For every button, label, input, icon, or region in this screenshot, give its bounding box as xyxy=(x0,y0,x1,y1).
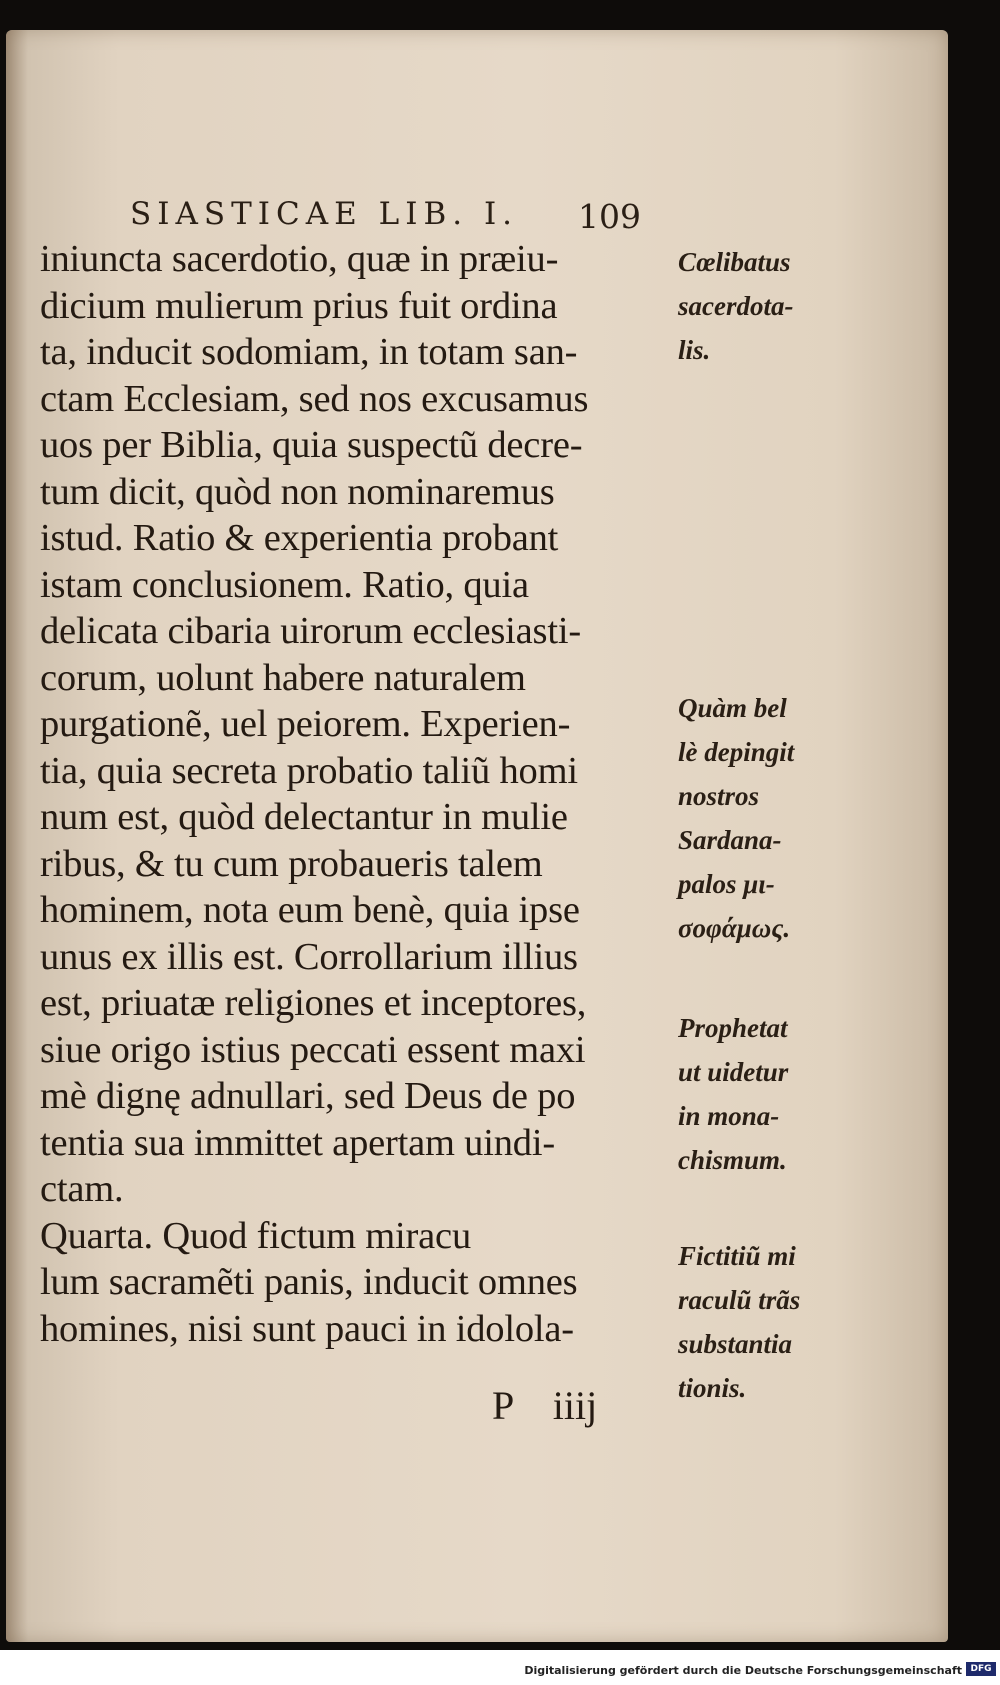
margin-note-line: Prophetat xyxy=(678,1013,788,1043)
margin-note-line: raculũ trãs xyxy=(678,1285,801,1315)
text-line: ribus, & tu cum probaueris talem xyxy=(40,842,543,885)
margin-note-sardanapalos xyxy=(678,686,794,950)
text-line: unus ex illis est. Corrollarium illius xyxy=(40,935,578,978)
margin-note-line: sacerdota- xyxy=(678,291,794,321)
text-line: ta, inducit sodomiam, in totam san- xyxy=(40,331,578,373)
text-line: hominem, nota eum benè, quia ipse xyxy=(40,889,580,931)
margin-note-line: Fictitiũ mi xyxy=(678,1241,796,1271)
margin-note-prophetat xyxy=(678,1006,788,1182)
running-head: SIASTICAE LIB. I. xyxy=(130,196,519,232)
margin-note-line: nostros xyxy=(678,781,760,811)
margin-note-fictitium xyxy=(678,1234,800,1410)
body-text xyxy=(40,236,680,1352)
text-line: purgationẽ, uel peiorem. Experien- xyxy=(40,703,571,745)
margin-note-line: Cœlibatus xyxy=(678,247,791,277)
margin-note-line: Sardana- xyxy=(678,825,782,855)
text-line: tia, quia secreta probatio taliũ homi xyxy=(40,749,578,792)
text-line: uos per Biblia, quia suspectũ decre- xyxy=(40,424,583,466)
margin-note-coelibatus xyxy=(678,240,793,372)
margin-note-line: chismum. xyxy=(678,1145,787,1175)
margin-note-line: tionis. xyxy=(678,1373,747,1403)
margin-note-line: in mona- xyxy=(678,1101,780,1131)
text-line: siue origo istius peccati essent maxi xyxy=(40,1028,586,1071)
margin-note-line: palos μι- xyxy=(678,869,775,899)
page-spine-shadow xyxy=(6,30,28,1642)
margin-note-line: substantia xyxy=(678,1329,793,1359)
signature-mark: P iiij xyxy=(492,1383,598,1428)
text-line: dicium mulierum prius fuit ordina xyxy=(40,284,558,327)
text-line: Quarta. Quod fictum miracu xyxy=(40,1214,471,1257)
text-line: tentia sua immittet apertam uindi- xyxy=(40,1121,555,1164)
margin-note-line: ut uidetur xyxy=(678,1057,789,1087)
text-line: istam conclusionem. Ratio, quia xyxy=(40,563,529,606)
text-line: tum dicit, quòd non nominaremus xyxy=(40,470,555,513)
text-line: ctam. xyxy=(40,1168,124,1210)
text-line: istud. Ratio & experientia probant xyxy=(40,517,559,559)
dfg-logo-icon: DFG xyxy=(966,1662,996,1676)
margin-note-line: Quàm bel xyxy=(678,693,787,723)
margin-note-line: lè depingit xyxy=(678,737,795,767)
footer-credit: Digitalisierung gefördert durch die Deutsche Forschungsgemeinschaft xyxy=(524,1664,962,1677)
margin-note-line: σοφάμως. xyxy=(678,913,791,943)
text-line: lum sacramẽti panis, inducit omnes xyxy=(40,1261,578,1303)
text-line: homines, nisi sunt pauci in idolola- xyxy=(40,1307,574,1350)
text-line: ctam Ecclesiam, sed nos excusamus xyxy=(40,377,589,420)
margin-note-line: lis. xyxy=(678,335,711,365)
text-line: est, priuatæ religiones et inceptores, xyxy=(40,982,587,1024)
page-number: 109 xyxy=(578,197,641,236)
text-line: iniuncta sacerdotio, quæ in præiu- xyxy=(40,238,559,280)
text-line: num est, quòd delectantur in mulie xyxy=(40,796,568,838)
text-line: delicata cibaria uirorum ecclesiasti- xyxy=(40,610,581,652)
text-line: corum, uolunt habere naturalem xyxy=(40,656,526,699)
text-line: mè dignę adnullari, sed Deus de po xyxy=(40,1075,576,1117)
